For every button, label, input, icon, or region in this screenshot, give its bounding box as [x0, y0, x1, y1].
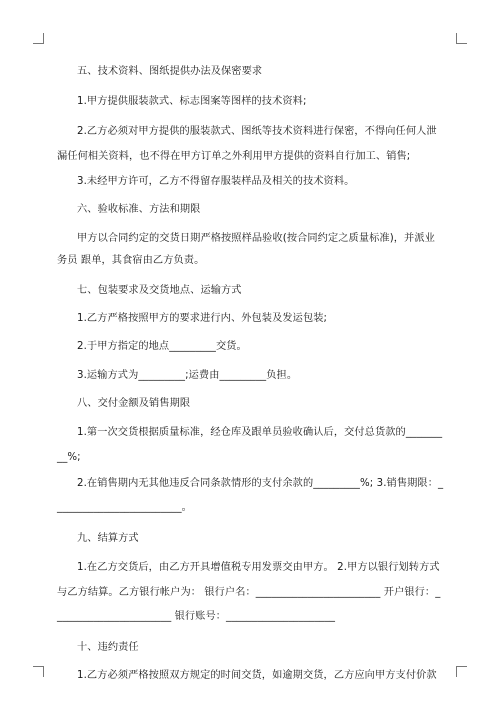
- paragraph-line: 与乙方结算。乙方银行帐户为： 银行户名：________________________ 开户银行：_: [57, 587, 441, 598]
- paragraph-line: 甲方以合同约定的交货日期严格按照样品验收(按合同约定之质量标准)，并派业: [77, 233, 435, 244]
- paragraph-line: 1.甲方提供服装款式、标志图案等图样的技术资料;: [77, 96, 307, 107]
- paragraph-line: 2.在销售期内无其他违反合同条款情形的支付余款的_________%; 3.销售期限：_: [77, 478, 444, 489]
- paragraph-line: 1.在乙方交货后，由乙方开具增值税专用发票交由甲方。 2.甲方以银行划转方式: [77, 562, 440, 573]
- paragraph-line: 务员 跟单，其食宿由乙方负责。: [57, 255, 205, 266]
- paragraph-line: 1.乙方严格按照甲方的要求进行内、外包装及发运包装;: [77, 313, 328, 324]
- section-heading-6: 六、验收标准、方法和期限: [77, 204, 201, 215]
- paragraph-line: 漏任何相关资料，也不得在甲方订单之外利用甲方提供的资料自行加工、销售;: [57, 151, 411, 162]
- paragraph-line: 2.乙方必须对甲方提供的服装款式、图纸等技术资料进行保密，不得向任何人泄: [77, 126, 437, 137]
- section-heading-7: 七、包装要求及交货地点、运输方式: [77, 285, 242, 296]
- paragraph-line: ________________________。: [57, 502, 192, 513]
- section-heading-10: 十、违约责任: [77, 642, 139, 653]
- paragraph-line: ______________________ 银行账号：_____________________: [57, 611, 336, 622]
- crop-mark-top-left: [33, 33, 44, 44]
- paragraph-line: 3.未经甲方许可，乙方不得留存服装样品及相关的技术资料。: [77, 176, 355, 187]
- section-heading-9: 九、结算方式: [77, 533, 139, 544]
- crop-mark-top-right: [456, 33, 467, 44]
- paragraph-line: 1.乙方必须严格按照双方规定的时间交货，如逾期交货，乙方应向甲方支付价款: [77, 670, 437, 681]
- paragraph-line: 2.于甲方指定的地点_________交货。: [77, 341, 247, 352]
- section-heading-5: 五、技术资料、图纸提供办法及保密要求: [77, 66, 263, 77]
- section-heading-8: 八、交付金额及销售期限: [77, 398, 191, 409]
- crop-mark-bottom-left: [33, 666, 44, 677]
- paragraph-line: 1.第一次交货根据质量标准，经仓库及跟单员验收确认后，交付总货款的_______: [77, 427, 443, 438]
- crop-mark-bottom-right: [456, 666, 467, 677]
- paragraph-line: __%;: [57, 452, 81, 463]
- paragraph-line: 3.运输方式为_________;运费由_________负担。: [77, 370, 298, 381]
